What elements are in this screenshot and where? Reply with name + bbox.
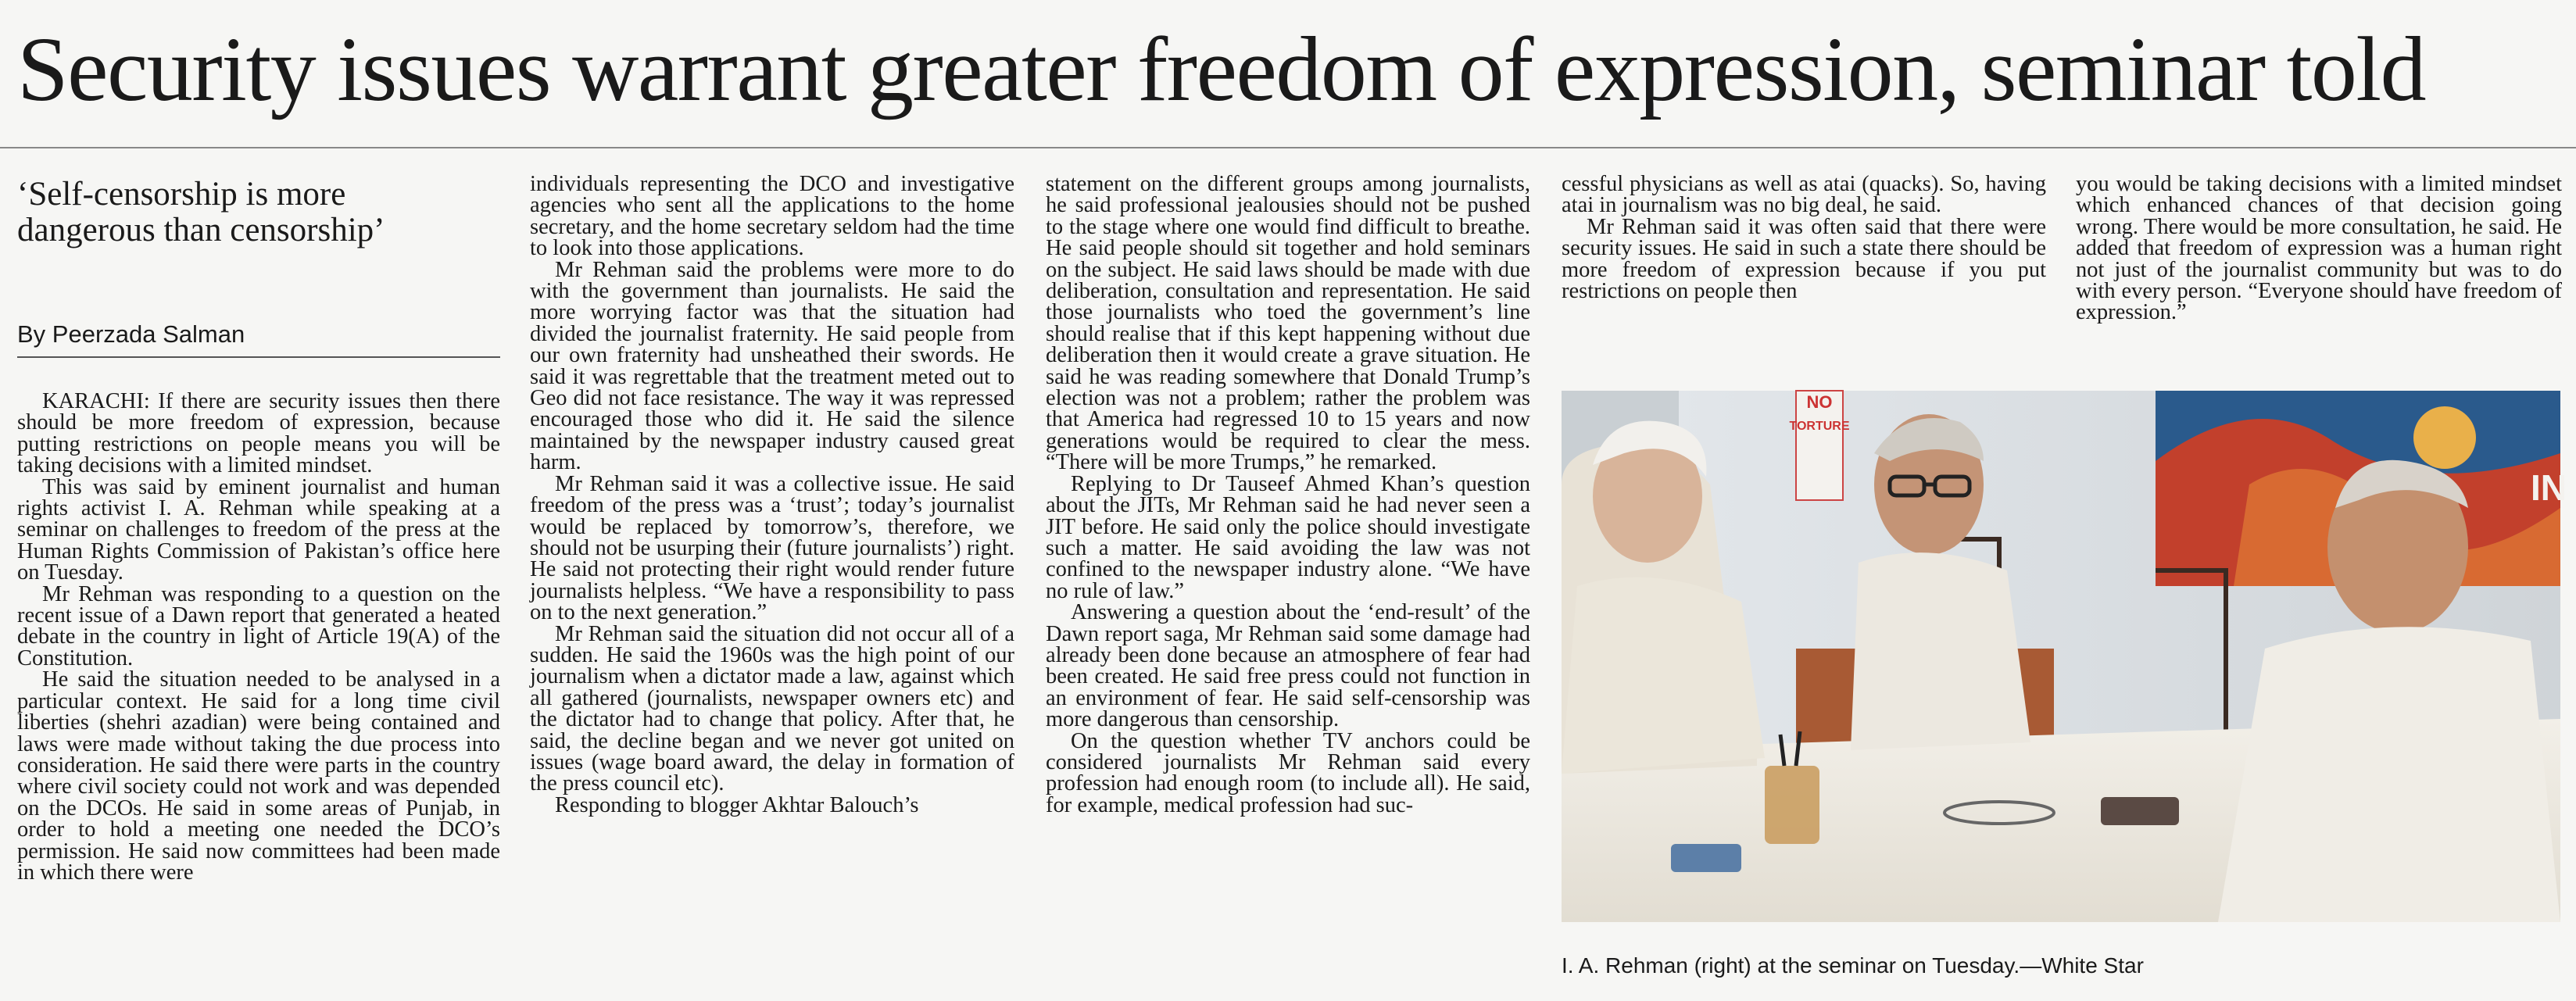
sign-text-1: NO <box>1806 392 1833 412</box>
paragraph: He said the situation needed to be analysed in a particular context. He said for a long time civil liberties (shehri azadian) were being contained and laws were made without taking the due process into consideration. He said there were parts in the country where civil society could not work and was depended on the DCOs. He said in some areas of Punjab, in order to hold a meeting one needed the DCO’s permission. He said now committees had been made in which there were <box>17 667 500 885</box>
paragraph: Mr Rehman said the problems were more to do with the government than journalists. He said the more worrying factor was that the situation had divided the journalist fraternity. He said people from our own fraternity had unsheathed their swords. He said it was regrettable that the treatment meted out to Geo did not face resistance. The way it was repressed encouraged those who did it. He said the silence maintained by the newspaper industry caused great harm. <box>530 257 1014 475</box>
article-column-4 <box>1562 173 2046 302</box>
article-column-3 <box>1046 173 1530 816</box>
seminar-photo-illustration <box>1562 391 2567 922</box>
byline: By Peerzada Salman <box>17 320 500 358</box>
article-column-1 <box>17 391 500 883</box>
paragraph: Mr Rehman said the situation did not occur all of a sudden. He said the 1960s was the high point of our journalism when a dictator made a law, against which all gathered (journalists, newspaper owners etc) and the dictator had to change that policy. After that, he said, the decline began and we never got united on issues (wage board award, the delay in formation of the press council etc). <box>530 621 1014 796</box>
paragraph: individuals representing the DCO and investigative agencies who sent all the applications to the home secretary, and the home secretary seldom had the time to look into those applications. <box>530 172 1014 261</box>
standfirst: ‘Self-censorship is more dangerous than censorship’ <box>17 176 385 248</box>
paragraph: Answering a question about the ‘end-result’ of the Dawn report saga, Mr Rehman said some damage had already been done because an atmosphere of fear had been created. He said free press could not function in an environment of fear. He said self-censorship was more dangerous than censorship. <box>1046 600 1530 732</box>
headline: Security issues warrant greater freedom of expression, seminar told <box>17 18 2426 120</box>
paragraph: Mr Rehman said it was often said that there were security issues. He said in such a state there should be more freedom of expression because if you put restrictions on people then <box>1562 214 2046 304</box>
sign-text-2: TORTURE <box>1789 420 1850 433</box>
paragraph: This was said by eminent journalist and human rights activist I. A. Rehman while speaking at a seminar on challenges to freedom of the press at the Human Rights Commission of Pakistan’s office here on Tuesday. <box>17 474 500 585</box>
article-column-2 <box>530 173 1014 816</box>
paragraph: cessful physicians as well as atai (quacks). So, having atai in journalism was no big deal, he said. <box>1562 172 2046 218</box>
painting-text: IN <box>2531 467 2567 508</box>
paragraph: Mr Rehman said it was a collective issue. He said freedom of the press was a ‘trust’; today’s journalist would be replaced by tomorrow’s, therefore, we should not be usurping their (future journalists’) right. He said not protecting their right would render future journalists helpless. “We have a responsibility to pass on to the next generation.” <box>530 471 1014 625</box>
paragraph: Replying to Dr Tauseef Ahmed Khan’s question about the JITs, Mr Rehman said he had never seen a JIT before. He said only the police should investigate such a matter. He said avoiding the law was not confined to the newspaper industry alone. “We have no rule of law.” <box>1046 471 1530 603</box>
photo-caption: I. A. Rehman (right) at the seminar on Tuesday.—White Star <box>1562 953 2144 978</box>
paragraph: you would be taking decisions with a limited mindset which enhanced chances of that decision going wrong. There would be more consultation, he said. He added that freedom of expression was a human right not just of the journalist community but was to do with every person. “Everyone should have freedom of expression.” <box>2076 172 2562 325</box>
paragraph: On the question whether TV anchors could be considered journalists Mr Rehman said every profession had enough room (to include all). He said, for example, medical profession had suc- <box>1046 728 1530 817</box>
headline-rule <box>0 147 2576 148</box>
paragraph: statement on the different groups among journalists, he said professional jealousies should not be pushed to the stage where one would find difficult to breathe. He said people should sit together and hold seminars on the subject. He said laws should be made with due deliberation, consultation and representation. He said those journalists who toed the government’s line should realise that if this kept happening without due deliberation then it would create a grave situation. He said he was reading somewhere that Donald Trump’s election was not a problem; rather the problem was that America had regressed 10 to 15 years and now generations would be required to clear the mess. “There will be more Trumps,” he remarked. <box>1046 172 1530 475</box>
paragraph: KARACHI: If there are security issues then there should be more freedom of expression, because putting restrictions on people means you will be taking decisions with a limited mindset. <box>17 389 500 478</box>
paragraph: Mr Rehman was responding to a question on the recent issue of a Dawn report that generated a heated debate in the country in light of Article 19(A) of the Constitution. <box>17 581 500 670</box>
seminar-photo <box>1562 391 2567 922</box>
article-column-5 <box>2076 173 2562 324</box>
paragraph: Responding to blogger Akhtar Balouch’s <box>555 792 919 817</box>
